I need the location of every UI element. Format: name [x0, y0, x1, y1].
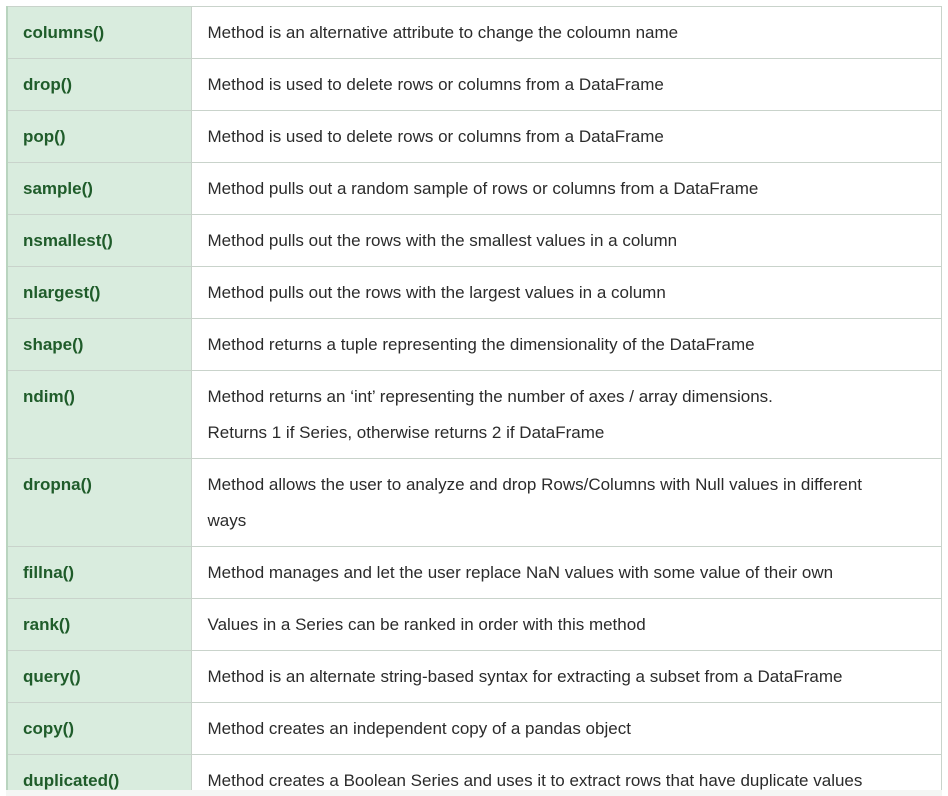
description-line: Method pulls out the rows with the smallest values in a column — [207, 231, 678, 250]
description-line: Method returns an ‘int’ representing the number of axes / array dimensions. — [207, 387, 773, 406]
description-line: Method is used to delete rows or columns from a DataFrame — [207, 127, 664, 146]
method-name-cell: duplicated() — [7, 755, 191, 796]
method-description-cell — [191, 599, 942, 651]
method-name-cell: drop() — [7, 59, 191, 111]
table-bottom-edge — [6, 790, 942, 796]
method-name-cell: columns() — [7, 7, 191, 59]
method-description-cell — [191, 267, 942, 319]
description-line: Method returns a tuple representing the dimensionality of the DataFrame — [207, 335, 755, 354]
description-line: Method is used to delete rows or columns from a DataFrame — [207, 75, 664, 94]
method-description-cell — [191, 59, 942, 111]
method-name-cell: sample() — [7, 163, 191, 215]
method-description-cell — [191, 703, 942, 755]
table-row — [7, 163, 942, 215]
method-name-cell: copy() — [7, 703, 191, 755]
method-name-cell: nsmallest() — [7, 215, 191, 267]
table-row — [7, 267, 942, 319]
method-description-cell — [191, 163, 942, 215]
method-name-cell: dropna() — [7, 459, 191, 547]
method-name-cell: query() — [7, 651, 191, 703]
method-description-cell — [191, 547, 942, 599]
method-name-cell: pop() — [7, 111, 191, 163]
description-line: Method pulls out a random sample of rows or columns from a DataFrame — [207, 179, 759, 198]
pandas-methods-table — [6, 6, 942, 796]
method-description-cell — [191, 459, 942, 547]
table-row — [7, 599, 942, 651]
method-name-cell: rank() — [7, 599, 191, 651]
table-row — [7, 111, 942, 163]
table-row — [7, 59, 942, 111]
method-description-cell — [191, 371, 942, 459]
table-row — [7, 459, 942, 547]
description-line: ways — [207, 511, 247, 530]
table-row — [7, 547, 942, 599]
method-description-cell — [191, 319, 942, 371]
description-line: Method is an alternative attribute to change the coloumn name — [207, 23, 679, 42]
method-name-cell: shape() — [7, 319, 191, 371]
description-line: Method pulls out the rows with the largest values in a column — [207, 283, 666, 302]
method-name-cell: nlargest() — [7, 267, 191, 319]
table-row — [7, 319, 942, 371]
table-row — [7, 651, 942, 703]
description-line: Method allows the user to analyze and drop Rows/Columns with Null values in different — [207, 475, 863, 494]
description-line: Values in a Series can be ranked in order with this method — [207, 615, 646, 634]
table-row — [7, 703, 942, 755]
method-description-cell — [191, 215, 942, 267]
method-description-cell — [191, 7, 942, 59]
description-line: Method is an alternate string-based syntax for extracting a subset from a DataFrame — [207, 667, 843, 686]
description-line: Returns 1 if Series, otherwise returns 2 if DataFrame — [207, 423, 605, 442]
method-name-cell: fillna() — [7, 547, 191, 599]
method-description-cell — [191, 111, 942, 163]
table-row — [7, 215, 942, 267]
description-line: Method creates a Boolean Series and uses it to extract rows that have duplicate values — [207, 771, 863, 790]
table-body — [7, 7, 942, 796]
method-description-cell — [191, 651, 942, 703]
description-line: Method creates an independent copy of a pandas object — [207, 719, 631, 738]
method-name-cell: ndim() — [7, 371, 191, 459]
table-row — [7, 371, 942, 459]
description-line: Method manages and let the user replace NaN values with some value of their own — [207, 563, 834, 582]
table-row — [7, 7, 942, 59]
